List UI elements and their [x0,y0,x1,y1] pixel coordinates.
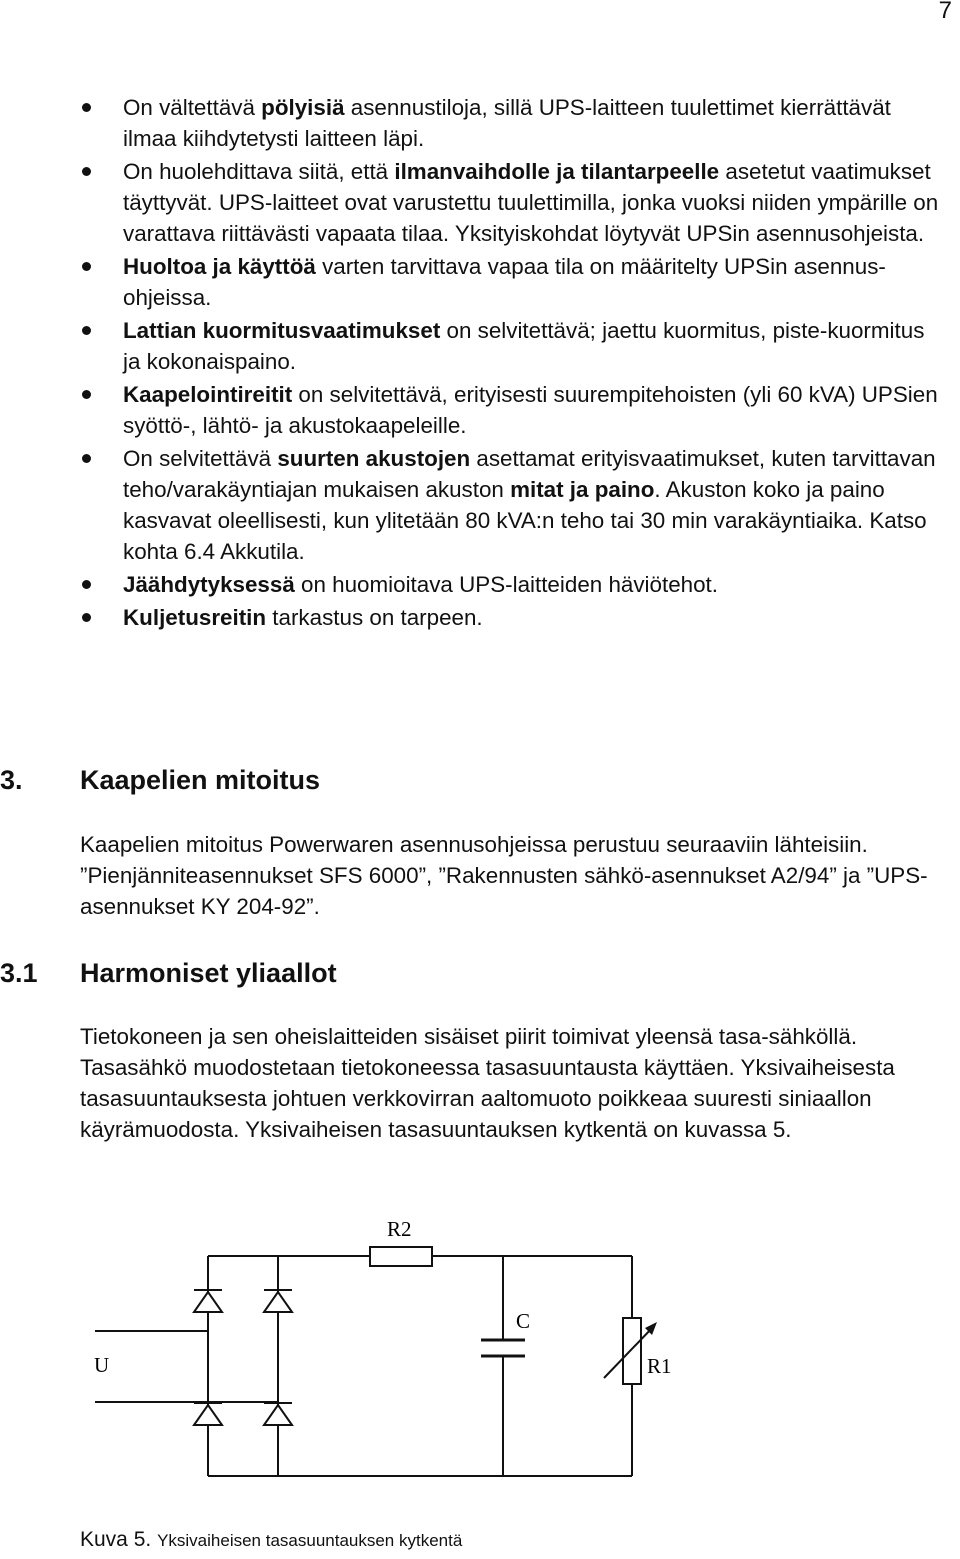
page-number: 7 [938,0,952,24]
bullet-item [80,569,940,600]
bullet-item [80,156,940,249]
bullet-text: on selvitettävä, erityisesti suurempitehoisten (yli 60 kVA) UPSien syöttö-, lähtö- ja akustokaapeleille. [123,382,938,438]
bullet-dot-icon [82,326,91,335]
label-r1: R1 [647,1354,672,1378]
section-3-1-paragraph: Tietokoneen ja sen oheislaitteiden sisäiset piirit toimivat yleensä tasa-sähköllä. Tasasähkö muodostetaan tietokoneessa tasasuuntausta käyttäen. Yksivaiheisesta tasasuuntauksesta johtuen verkkovirran aaltomuoto poikkeaa suuresti siniaallon käyrämuodosta. Yksivaiheisen tasasuuntauksen kytkentä on kuvassa 5. [80,1024,895,1142]
bullet-item [80,443,940,567]
label-u: U [94,1353,110,1377]
bullet-text: varten tarvittava vapaa tila on määritelty UPSin asennus-ohjeissa. [123,254,886,310]
bullet-item [80,92,940,154]
requirements-list [80,92,940,635]
bullet-dot-icon [82,580,91,589]
figure-caption [80,1526,462,1555]
label-c: C [516,1309,531,1333]
bullet-item [80,379,940,441]
bullet-dot-icon [82,390,91,399]
resistor-r1 [623,1318,641,1384]
resistor-r2 [370,1247,432,1266]
bullet-dot-icon [82,613,91,622]
diode-icon [264,1290,292,1312]
caption-number: Kuva 5. [80,1528,152,1551]
diode-icon [194,1290,222,1312]
bullet-emphasis: Huoltoa ja käyttöä [123,254,316,279]
caption-text: Yksivaiheisen tasasuuntauksen kytkentä [157,1531,463,1550]
section-3-paragraph: Kaapelien mitoitus Powerwaren asennusohjeissa perustuu seuraaviin lähteisiin. ”Pienjänniteasennukset SFS 6000”, ”Rakennusten sähkö-asennukset A2/94” ja ”UPS-asennukset KY 204-92”. [80,832,928,919]
bullet-item [80,251,940,313]
bullet-emphasis: suurten akustojen [277,446,471,471]
diode-icon [264,1403,292,1425]
bullet-emphasis: Kuljetusreitin [123,605,267,630]
bullet-text: on huomioitava UPS-laitteiden häviötehot. [294,572,718,597]
bullet-dot-icon [82,167,91,176]
bullet-text: on selvitettävä; jaettu kuormitus, piste-kuormitus ja kokonaispaino. [123,318,925,374]
bullet-text: On vältettävä [123,95,262,120]
diode-icon [194,1403,222,1425]
bullet-dot-icon [82,454,91,463]
bullet-item [80,602,940,633]
section-title: Kaapelien mitoitus [80,765,321,795]
rectifier-circuit-diagram [0,1200,960,1510]
section-number: 3.1 [0,958,38,988]
bullet-emphasis: pölyisiä [261,95,345,120]
bullet-text: . Akuston koko ja paino kasvavat oleellisesti, kun ylitetään 80 kVA:n teho tai 30 min varakäyntiaika. Katso kohta 6.4 Akkutila. [123,477,927,564]
label-r2: R2 [387,1217,412,1241]
bullet-text: On huolehdittava siitä, että [123,159,395,184]
bullet-text: tarkastus on tarpeen. [266,605,483,630]
bullet-emphasis: Jäähdytyksessä [123,572,295,597]
bullet-text: asettamat erityisvaatimukset, kuten tarvittavan teho/varakäyntiajan mukaisen akuston [123,446,936,502]
bullet-dot-icon [82,262,91,271]
bullet-emphasis: ilmanvaihdolle ja tilantarpeelle [394,159,720,184]
bullet-text: asennustiloja, sillä UPS-laitteen tuulettimet kierrättävät ilmaa kiihdytetysti laitteen läpi. [123,95,891,151]
bullet-emphasis: Lattian kuormitusvaatimukset [123,318,441,343]
bullet-emphasis: mitat ja paino [510,477,655,502]
bullet-item [80,315,940,377]
bullet-emphasis: Kaapelointireitit [123,382,293,407]
section-title: Harmoniset yliaallot [80,958,337,988]
section-number: 3. [0,765,23,795]
bullet-text: asetetut vaatimukset täyttyvät. UPS-laitteet ovat varustettu tuulettimilla, jonka vuoksi niiden ympärille on varattava riittävästi vapaata tilaa. Yksityiskohdat löytyvät UPSin asennusohjeista. [123,159,939,246]
bullet-dot-icon [82,103,91,112]
bullet-text: On selvitettävä [123,446,278,471]
